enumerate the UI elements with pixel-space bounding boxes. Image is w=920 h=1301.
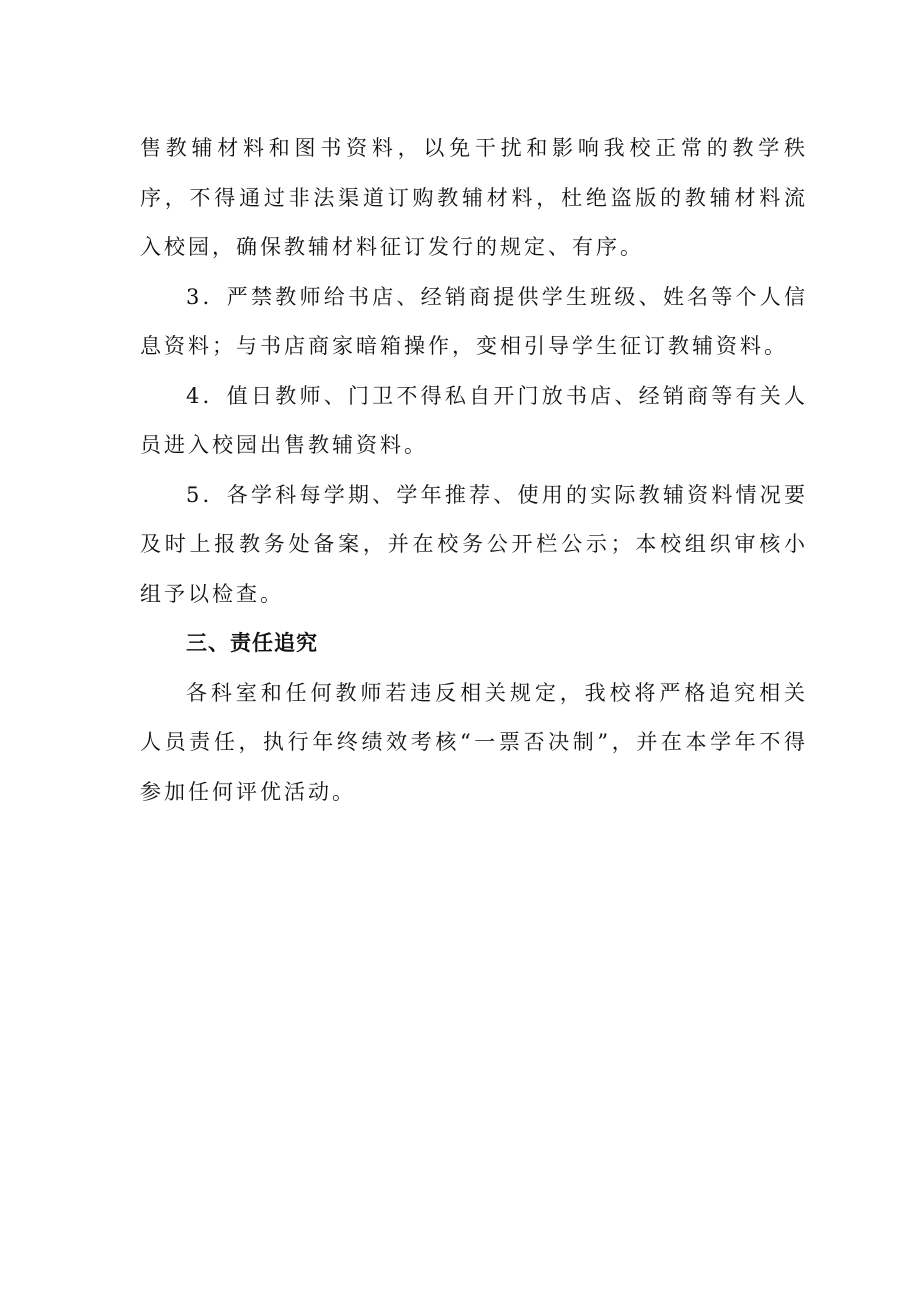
paragraph-item-4: 4．值日教师、门卫不得私自开门放书店、经销商等有关人员进入校园出售教辅资料。: [140, 383, 808, 457]
paragraph-item-3: 3．严禁教师给书店、经销商提供学生班级、姓名等个人信息资料；与书店商家暗箱操作，变相引导学生征订教辅资料。: [140, 284, 808, 358]
paragraph-item-5: 5．各学科每学期、学年推荐、使用的实际教辅资料情况要及时上报教务处备案，并在校务公开栏公示；本校组织审核小组予以检查。: [140, 482, 808, 606]
document-body: [140, 124, 808, 817]
paragraph-responsibility: 各科室和任何教师若违反相关规定，我校将严格追究相关人员责任，执行年终绩效考核“一票否决制”，并在本学年不得参加任何评优活动。: [140, 680, 808, 804]
section-heading-responsibility: 三、责任追究: [186, 631, 318, 655]
paragraph-continuation: 售教辅材料和图书资料，以免干扰和影响我校正常的教学秩序，不得通过非法渠道订购教辅材料，杜绝盗版的教辅材料流入校园，确保教辅材料征订发行的规定、有序。: [140, 136, 808, 259]
